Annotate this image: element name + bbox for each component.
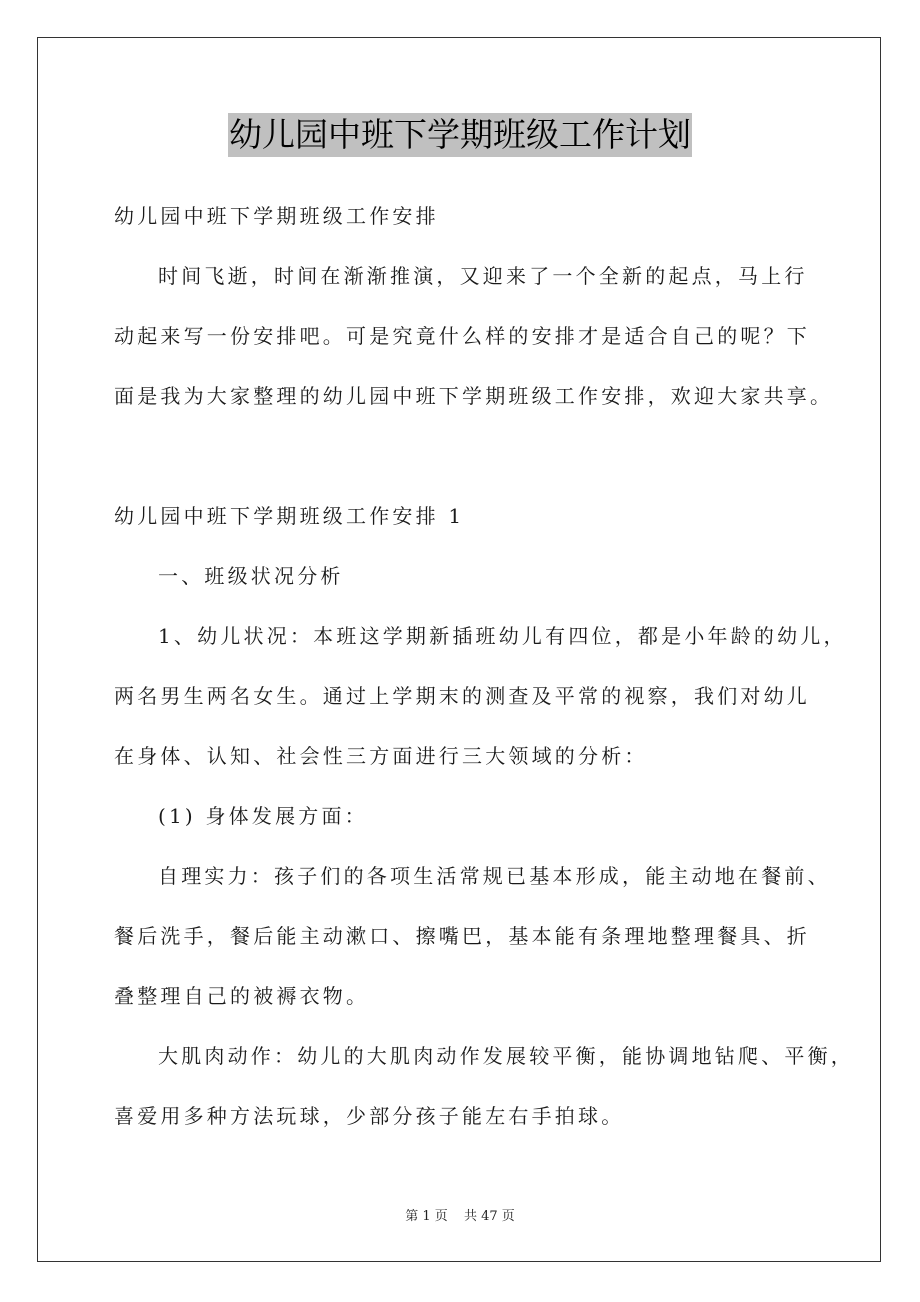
paragraph-line: 自理实力：孩子们的各项生活常规已基本形成，能主动地在餐前、	[158, 864, 831, 888]
paragraph-line: 面是我为大家整理的幼儿园中班下学期班级工作安排，欢迎大家共享。	[114, 384, 834, 408]
paragraph-line: 大肌肉动作：幼儿的大肌肉动作发展较平衡，能协调地钻爬、平衡，	[158, 1044, 854, 1068]
paragraph-line: 叠整理自己的被褥衣物。	[114, 984, 370, 1008]
paragraph-line: 动起来写一份安排吧。可是究竟什么样的安排才是适合自己的呢？下	[114, 324, 810, 348]
page-footer	[0, 1205, 920, 1224]
subsection-heading: (1) 身体发展方面：	[158, 804, 368, 828]
page-number: 第 1 页	[405, 1209, 448, 1224]
paragraph-line: 1、幼儿状况：本班这学期新插班幼儿有四位，都是小年龄的幼儿，	[158, 624, 847, 648]
title-container	[0, 113, 920, 157]
subsection-heading: 一、班级状况分析	[158, 564, 344, 588]
document-title: 幼儿园中班下学期班级工作计划	[228, 113, 692, 157]
page-total: 共 47 页	[463, 1209, 515, 1224]
paragraph-line: 喜爱用多种方法玩球，少部分孩子能左右手拍球。	[114, 1104, 625, 1128]
section-heading: 幼儿园中班下学期班级工作安排 1	[114, 504, 465, 528]
paragraph-line: 餐后洗手，餐后能主动漱口、擦嘴巴，基本能有条理地整理餐具、折	[114, 924, 810, 948]
paragraph-line: 时间飞逝，时间在渐渐推演，又迎来了一个全新的起点，马上行	[158, 264, 808, 288]
section-heading: 幼儿园中班下学期班级工作安排	[114, 204, 439, 228]
paragraph-line: 在身体、认知、社会性三方面进行三大领域的分析：	[114, 744, 648, 768]
paragraph-line: 两名男生两名女生。通过上学期末的测查及平常的视察，我们对幼儿	[114, 684, 810, 708]
